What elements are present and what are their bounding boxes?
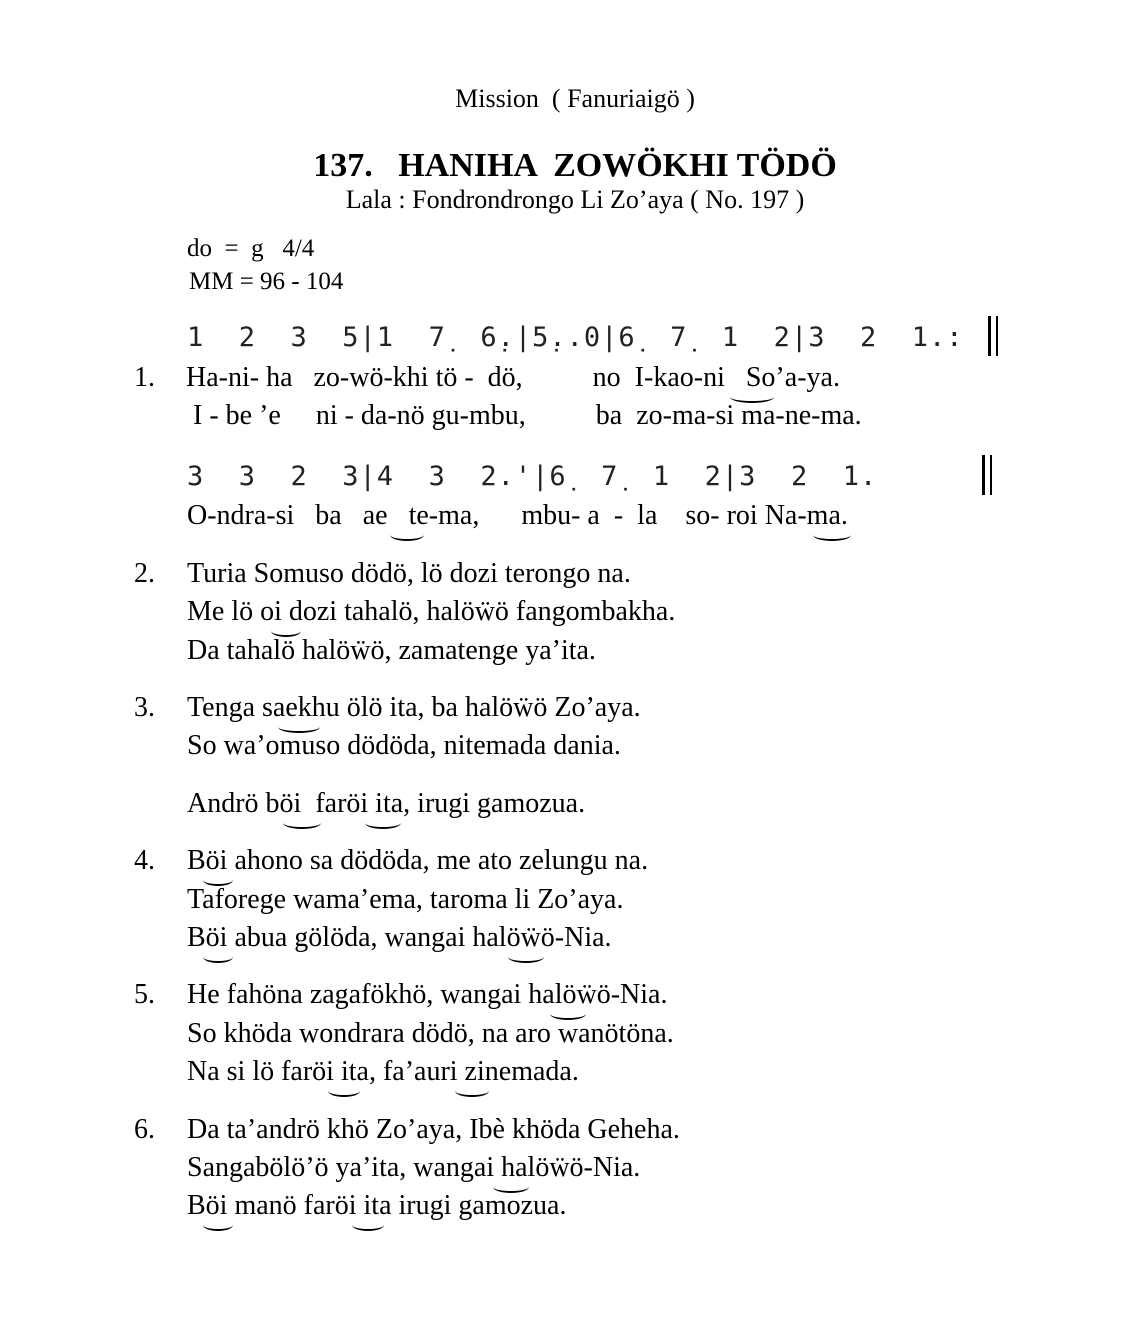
verse-number: 5.	[134, 979, 155, 1010]
lyric-line: Da tahalö halöẅö, zamatenge ya’ita.	[187, 635, 596, 666]
slur-mark	[328, 1085, 360, 1097]
slur-mark	[390, 529, 424, 541]
lyric-line: Andrö böi faröi ita, irugi gamozua.	[187, 788, 586, 819]
key-signature: do = g 4/4	[187, 235, 315, 262]
lyric-line: Na si lö faröi ita, fa’auri zinemada.	[187, 1056, 579, 1087]
slur-mark	[278, 721, 320, 733]
lyric-line: Böi manö faröi ita irugi gamozua.	[187, 1190, 567, 1221]
lyric-line: Böi abua gölöda, wangai halöẅö-Nia.	[187, 922, 612, 953]
slur-mark	[455, 1085, 489, 1097]
lyric-line: I - be ’e ni - da-nö gu-mbu, ba zo-ma-si ma-ne-ma.	[193, 400, 862, 431]
lyric-line: He fahöna zagafökhö, wangai halöẅö-Nia.	[187, 979, 668, 1010]
slur-mark	[508, 951, 544, 963]
lyric-line: Me lö oi dozi tahalö, halöẅö fangombakha.	[187, 596, 676, 627]
slur-mark	[813, 529, 851, 541]
final-barline	[982, 455, 992, 495]
slur-mark	[203, 951, 233, 963]
repeat-barline	[988, 316, 998, 356]
lyric-line: Taforege wama’ema, taroma li Zo’aya.	[187, 884, 624, 915]
verse-number: 6.	[134, 1114, 155, 1145]
tune-reference: Lala : Fondrondrongo Li Zo’aya ( No. 197 )	[345, 185, 805, 214]
lyric-line: Sangabölö’ö ya’ita, wangai halöẅö-Nia.	[187, 1152, 641, 1183]
lyric-line: Turia Somuso dödö, lö dozi terongo na.	[187, 558, 631, 589]
slur-mark	[271, 625, 301, 637]
slur-mark	[550, 1008, 586, 1020]
slur-mark	[493, 1181, 529, 1193]
slur-mark	[365, 817, 401, 829]
slur-mark	[352, 1219, 384, 1231]
slur-mark	[730, 391, 774, 403]
metronome-mark: MM = 96 - 104	[189, 268, 344, 295]
verse-number: 4.	[134, 845, 155, 876]
slur-mark	[203, 874, 233, 886]
verse-number: 1.	[134, 362, 155, 393]
slur-mark	[203, 1219, 233, 1231]
verse-number: 2.	[134, 558, 155, 589]
hymn-title: 137. HANIHA ZOWÖKHI TÖDÖ	[313, 147, 837, 184]
notation-line-1: 1 2 3 5|1 7̣ 6̣.|5̣..0|6̣ 7̣ 1 2|3 2 1.:	[187, 322, 964, 353]
notation-line-2: 3 3 2 3|4 3 2.'|6̣ 7̣ 1 2|3 2 1.	[187, 461, 878, 492]
lyric-line: So khöda wondrara dödö, na aro wanötöna.	[187, 1018, 674, 1049]
verse-number: 3.	[134, 692, 155, 723]
lyric-line: O-ndra-si ba ae te-ma, mbu- a - la so- roi Na-ma.	[187, 500, 848, 531]
slur-mark	[283, 817, 321, 829]
lyric-line: Böi ahono sa dödöda, me ato zelungu na.	[187, 845, 649, 876]
lyric-line: Ha-ni- ha zo-wö-khi tö - dö, no I-kao-ni So’a-ya.	[186, 362, 840, 393]
lyric-line: Tenga saekhu ölö ita, ba halöẅö Zo’aya.	[187, 692, 641, 723]
category-label: Mission ( Fanuriaigö )	[455, 84, 695, 113]
lyric-line: Da ta’andrö khö Zo’aya, Ibè khöda Geheha.	[187, 1114, 680, 1145]
lyric-line: So wa’omuso dödöda, nitemada dania.	[187, 730, 621, 761]
